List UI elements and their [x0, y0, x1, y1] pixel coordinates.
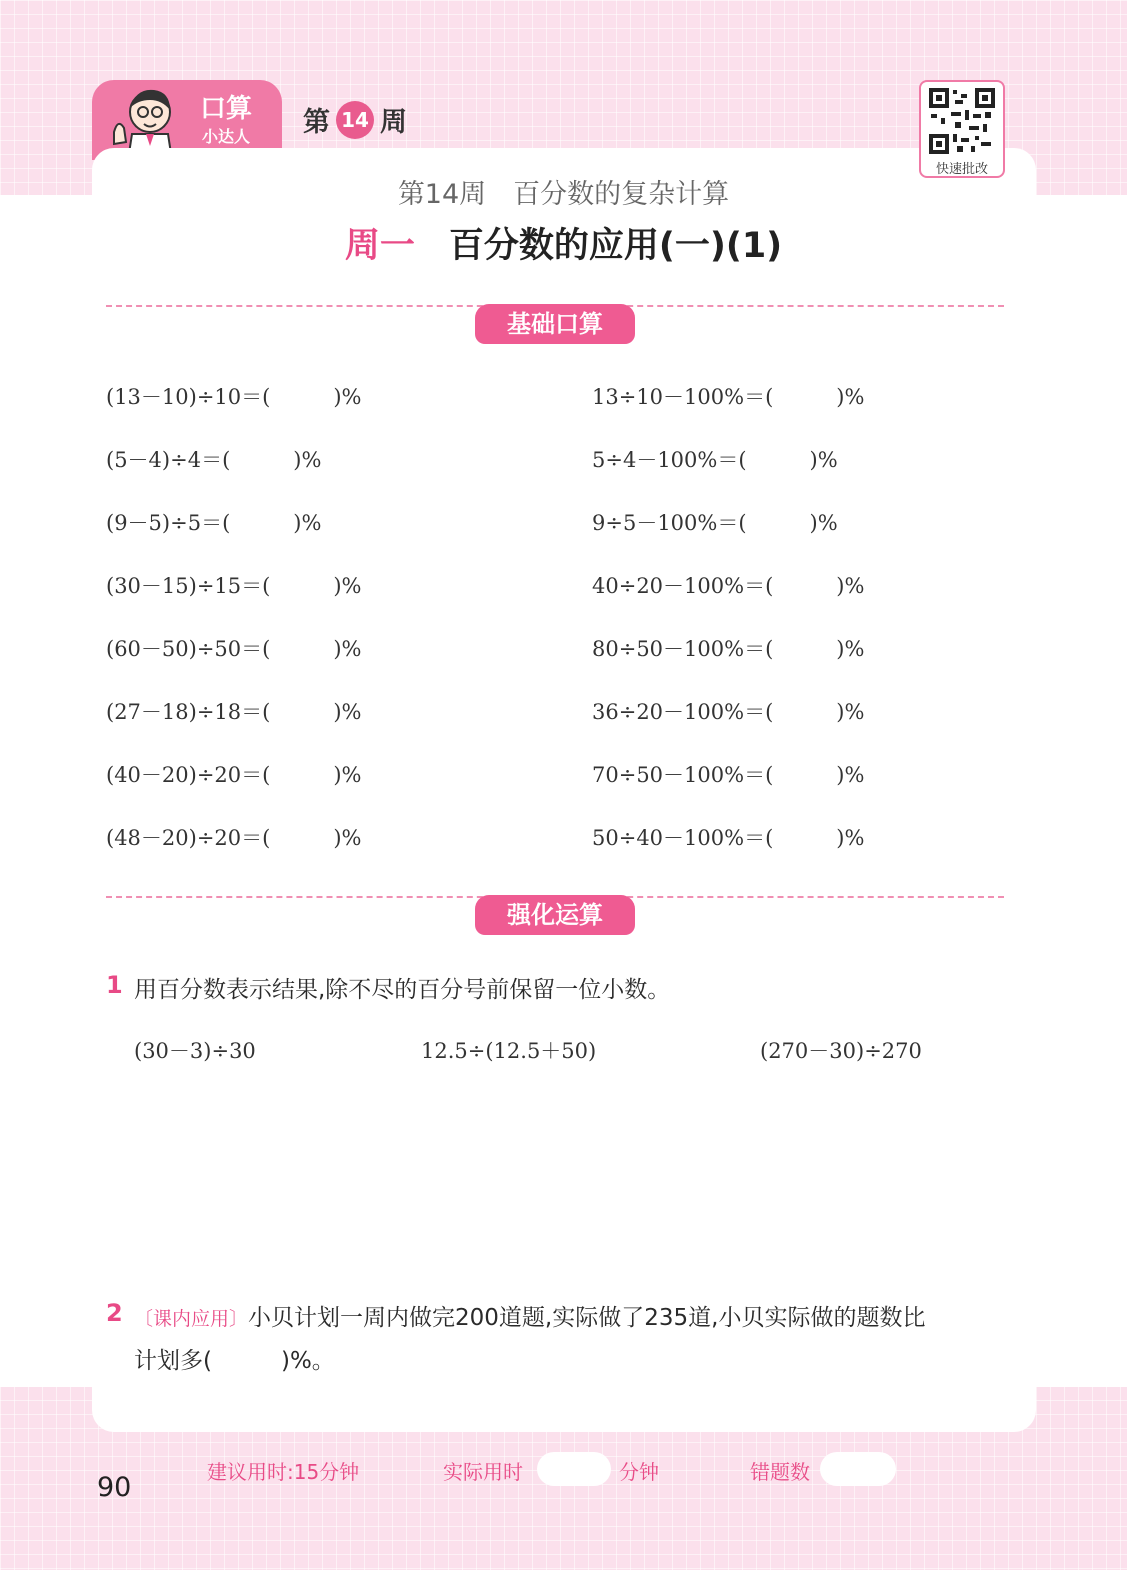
- page-number: 90: [97, 1472, 132, 1503]
- qr-code-icon: [929, 88, 995, 154]
- week-suffix: 周: [380, 107, 407, 138]
- exercise-right-6: 36÷20－100%＝( )%: [592, 700, 865, 724]
- actual-time-label: 实际用时: [443, 1460, 523, 1484]
- expression-1: (30－3)÷30: [134, 1039, 256, 1063]
- title-day: 周一: [344, 226, 415, 266]
- week-number-badge: 14: [336, 101, 374, 139]
- expression-3: (270－30)÷270: [760, 1039, 922, 1063]
- brand-subtitle: 小达人: [202, 127, 251, 146]
- question-line-2: 计划多( )%。: [134, 1348, 335, 1374]
- exercise-right-3: 9÷5－100%＝( )%: [592, 511, 838, 535]
- question-text: [134, 1299, 925, 1332]
- week-subtitle: 第14周 百分数的复杂计算: [397, 179, 730, 210]
- question-number: 1: [106, 971, 123, 999]
- qr-code-box[interactable]: [919, 80, 1005, 178]
- section-tag-advanced: 强化运算: [475, 895, 635, 935]
- page-title: [0, 218, 1127, 268]
- exercise-left-3: (9－5)÷5＝( )%: [106, 511, 322, 535]
- exercise-left-5: (60－50)÷50＝( )%: [106, 637, 362, 661]
- exercise-right-5: 80÷50－100%＝( )%: [592, 637, 865, 661]
- exercise-left-6: (27－18)÷18＝( )%: [106, 700, 362, 724]
- exercise-right-4: 40÷20－100%＝( )%: [592, 574, 865, 598]
- title-topic: 百分数的应用(一)(1): [448, 226, 783, 266]
- error-count-input[interactable]: [820, 1452, 896, 1486]
- exercise-left-8: (48－20)÷20＝( )%: [106, 826, 362, 850]
- exercise-right-2: 5÷4－100%＝( )%: [592, 448, 838, 472]
- exercise-left-2: (5－4)÷4＝( )%: [106, 448, 322, 472]
- week-label: [303, 100, 407, 139]
- question-line-1: 小贝计划一周内做完200道题,实际做了235道,小贝实际做的题数比: [248, 1305, 926, 1331]
- exercise-right-7: 70÷50－100%＝( )%: [592, 763, 865, 787]
- suggested-time: 建议用时:15分钟: [207, 1460, 360, 1484]
- exercise-left-4: (30－15)÷15＝( )%: [106, 574, 362, 598]
- exercise-right-1: 13÷10－100%＝( )%: [592, 385, 865, 409]
- expression-2: 12.5÷(12.5＋50): [421, 1039, 597, 1063]
- minutes-label: 分钟: [619, 1460, 659, 1484]
- question-number: 2: [106, 1299, 123, 1327]
- actual-time-input[interactable]: [537, 1452, 611, 1486]
- qr-label: 快速批改: [935, 162, 988, 177]
- exercise-right-8: 50÷40－100%＝( )%: [592, 826, 865, 850]
- brand-title: 口算: [200, 94, 253, 124]
- exercise-left-7: (40－20)÷20＝( )%: [106, 763, 362, 787]
- exercise-left-1: (13－10)÷10＝( )%: [106, 385, 362, 409]
- week-prefix: 第: [303, 107, 330, 138]
- section-tag-basic: 基础口算: [475, 304, 635, 344]
- error-count-label: 错题数: [750, 1460, 810, 1484]
- question-text: 用百分数表示结果,除不尽的百分号前保留一位小数。: [134, 977, 671, 1003]
- question-tag: 〔课内应用〕: [134, 1308, 249, 1330]
